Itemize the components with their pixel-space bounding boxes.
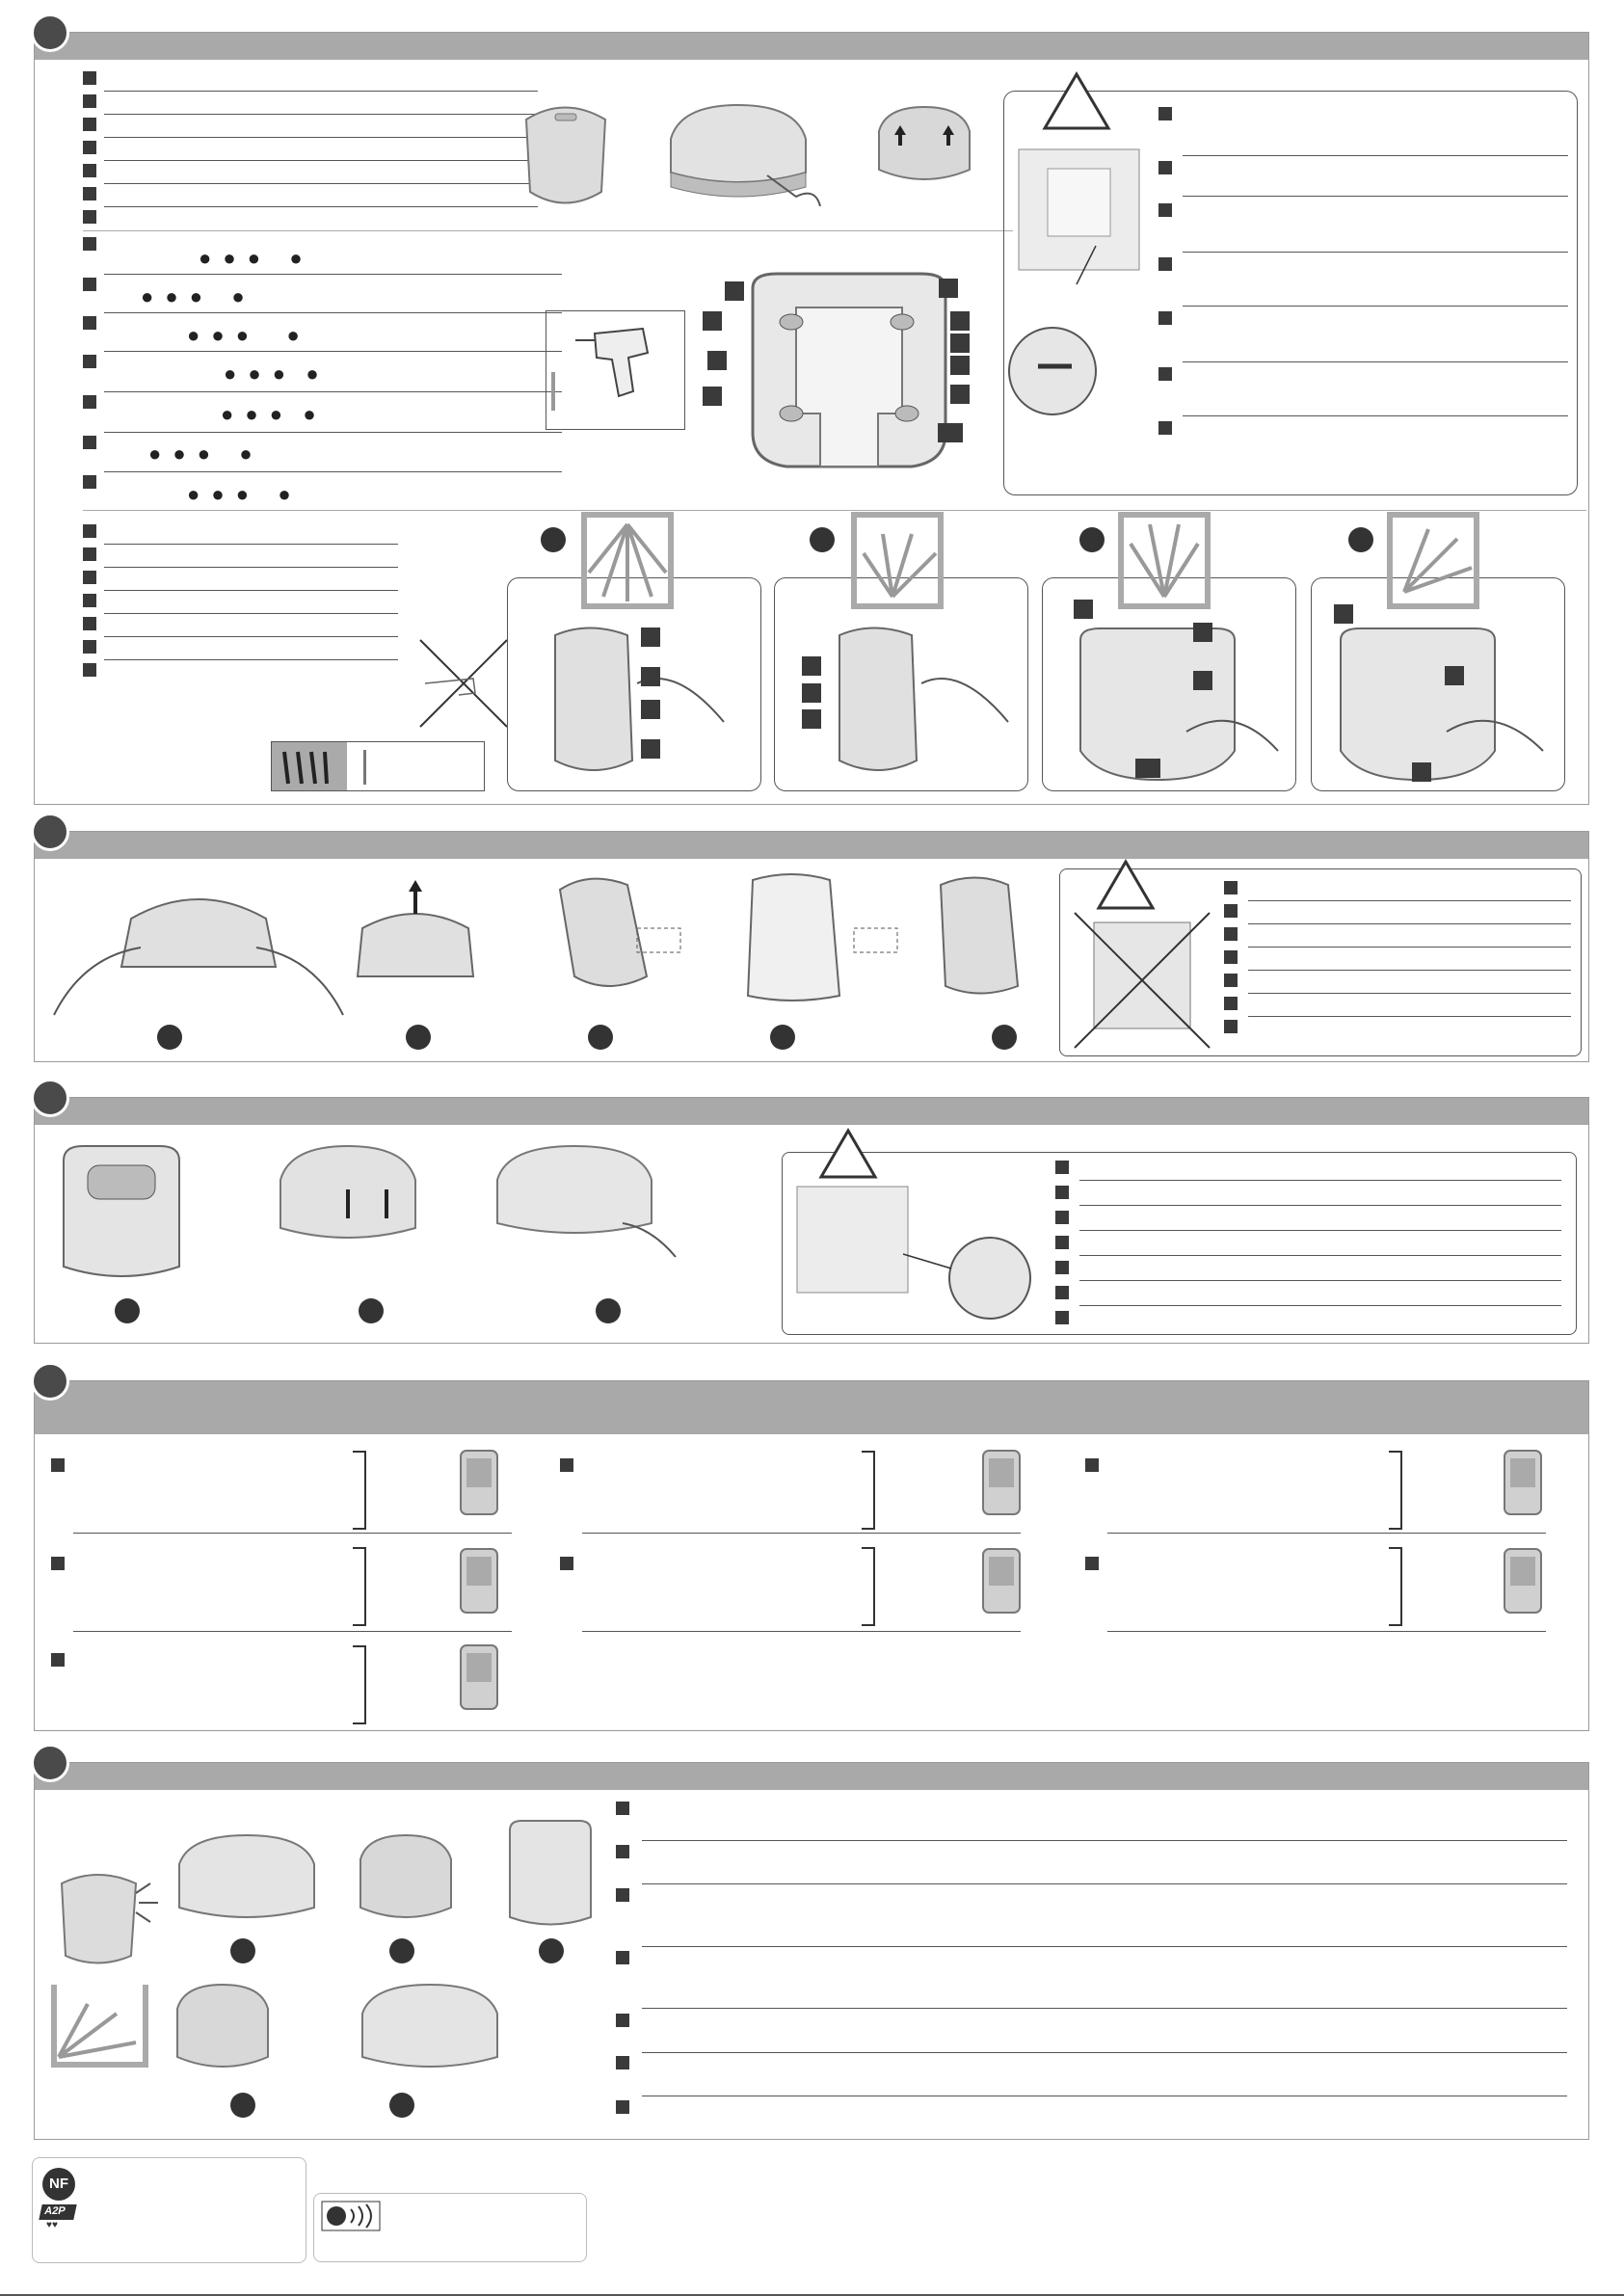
no-tool-icon [415,635,512,732]
coverage-diagram-1 [584,515,671,606]
screws-box [271,741,485,791]
warning-box-3 [782,1152,1577,1335]
detector-icon [459,1449,499,1518]
detector-led-image [54,1869,160,1965]
nf-certification-box [32,2157,306,2263]
coverage-diagram-3 [1121,515,1208,606]
warning-icon [1043,72,1110,130]
fasten-screw-image [488,1141,680,1267]
detector-front-image [517,100,613,216]
flat-mount-image-3 [1071,626,1283,785]
warning-detail-image [797,1187,1048,1331]
drill-icon [575,319,662,411]
nf-logo: NF [42,2168,75,2201]
corner-mount-image-1 [541,626,733,785]
warning-box-1 [1003,91,1578,495]
detector-icon [459,1547,499,1616]
section-1: ● ● ● ● ● ● ● ● ● ● ● ● ● ● ● ● ● ● ● ● ● ● ● ● ● ● ● ● [34,32,1589,805]
battery-image [502,1816,599,1932]
a2p-stars: ♥♥ [46,2220,58,2230]
screw-back-image [353,1980,526,2096]
no-touch-image [1075,913,1210,1048]
wall-mount-image-2 [825,626,1018,780]
section-4 [34,1380,1589,1731]
backplate-diagram [738,269,960,491]
section-4-badge [31,1362,69,1401]
warning-detail-image [1019,149,1144,458]
flat-mount-image-4 [1331,626,1553,785]
detector-icon [981,1547,1022,1616]
radio-standard-box [313,2193,587,2262]
a2p-logo: A2P [39,2204,76,2220]
screw-icon [277,747,383,788]
unhook-image [531,870,695,1005]
close-cover-image [170,1980,285,2086]
detector-icon [1503,1547,1543,1616]
coverage-diagram-2 [854,515,941,606]
coverage-test-diagram [49,1980,155,2071]
warning-box-2 [1059,868,1582,1056]
warning-icon [819,1129,877,1179]
open-cover-image [353,1830,468,1936]
drill-box [546,310,685,430]
detector-open-image [871,102,977,199]
close-lid-image [271,1141,430,1267]
close-cover-image [902,870,1047,1005]
warning-icon [1097,860,1155,910]
detector-icon [459,1643,499,1713]
section-1-badge [31,13,69,52]
section-2 [34,831,1589,1062]
radio-standard-icon [322,2202,380,2230]
section-3-header [35,1098,1588,1125]
section-1-header [35,33,1588,60]
battery-insert-image [54,1141,189,1286]
coverage-diagram-4 [1390,515,1477,606]
detector-icon [981,1449,1022,1518]
section-2-header [35,832,1588,859]
section-4-header [35,1381,1588,1434]
section-2-badge [31,813,69,851]
detector-icon [1503,1449,1543,1518]
section-5-badge [31,1744,69,1782]
section-5-header [35,1763,1588,1790]
section-3 [34,1097,1589,1344]
section-5 [34,1762,1589,2140]
unscrew-image [170,1830,333,1946]
detector-screw-image [661,100,825,216]
lift-cover-image [343,880,488,1005]
cover-frame-image [714,870,897,1005]
open-detector-hands-image [54,880,343,1015]
section-3-badge [31,1079,69,1117]
